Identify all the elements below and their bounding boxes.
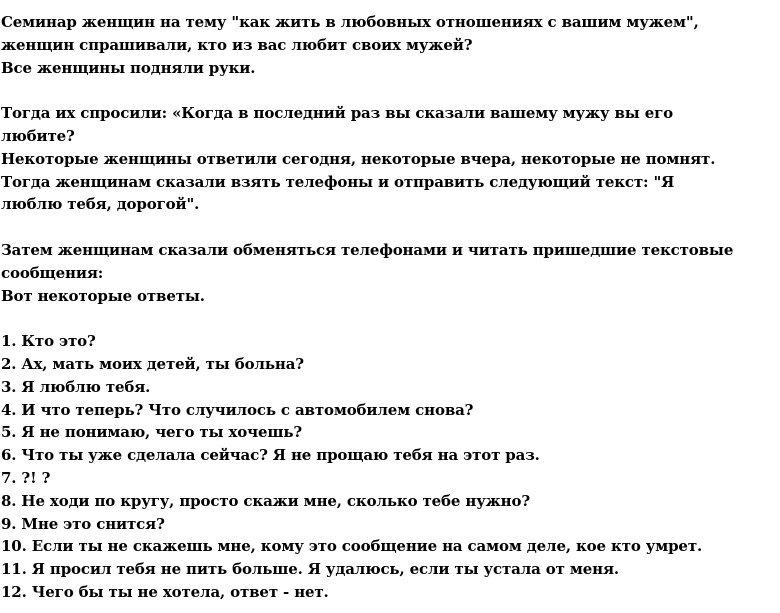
answer-item: 7. ?! ? (1, 468, 51, 487)
paragraph-gap (1, 307, 780, 330)
answer-item: 5. Я не понимаю, чего ты хочешь? (1, 423, 302, 442)
answer-item: 2. Ах, мать моих детей, ты больна? (1, 354, 304, 373)
text-line: Тогда женщинам сказали взять телефоны и отправить следующий текст: "Я (1, 172, 675, 191)
text-line: люблю тебя, дорогой". (1, 195, 200, 214)
paragraph-gap (1, 79, 780, 102)
answer-item: 10. Если ты не скажешь мне, кому это сообщение на самом деле, кое кто умрет. (1, 537, 703, 556)
text-line: Все женщины подняли руки. (1, 58, 256, 77)
answers-list (1, 330, 780, 604)
answer-item: 8. Не ходи по кругу, просто скажи мне, сколько тебе нужно? (1, 491, 530, 510)
text-line: Тогда их спросили: «Когда в последний раз вы сказали вашему мужу вы его (1, 104, 674, 123)
answer-item: 11. Я просил тебя не пить больше. Я удалюсь, если ты устала от меня. (1, 560, 619, 579)
text-line: Затем женщинам сказали обменяться телефонами и читать пришедшие текстовые (1, 240, 734, 259)
text-line: Вот некоторые ответы. (1, 286, 205, 305)
text-line: любите? (1, 126, 75, 145)
text-line: Некоторые женщины ответили сегодня, некоторые вчера, некоторые не помнят. (1, 149, 716, 168)
paragraph-intro (1, 11, 780, 79)
paragraph-question (1, 102, 780, 216)
text-line: сообщения: (1, 263, 104, 282)
answer-item: 9. Мне это снится? (1, 514, 165, 533)
answer-item: 12. Чего бы ты не хотела, ответ - нет. (1, 582, 329, 601)
text-line: Семинар женщин на тему "как жить в любовных отношениях с вашим мужем", (1, 13, 699, 31)
answer-item: 3. Я люблю тебя. (1, 377, 151, 396)
paragraph-gap (1, 216, 780, 239)
answer-item: 4. И что теперь? Что случилось с автомобилем снова? (1, 400, 474, 419)
text-line: женщин спрашивали, кто из вас любит своих мужей? (1, 35, 473, 54)
answer-item: 1. Кто это? (1, 332, 96, 351)
paragraph-exchange (1, 239, 780, 307)
answer-item: 6. Что ты уже сделала сейчас? Я не прощаю тебя на этот раз. (1, 446, 540, 465)
